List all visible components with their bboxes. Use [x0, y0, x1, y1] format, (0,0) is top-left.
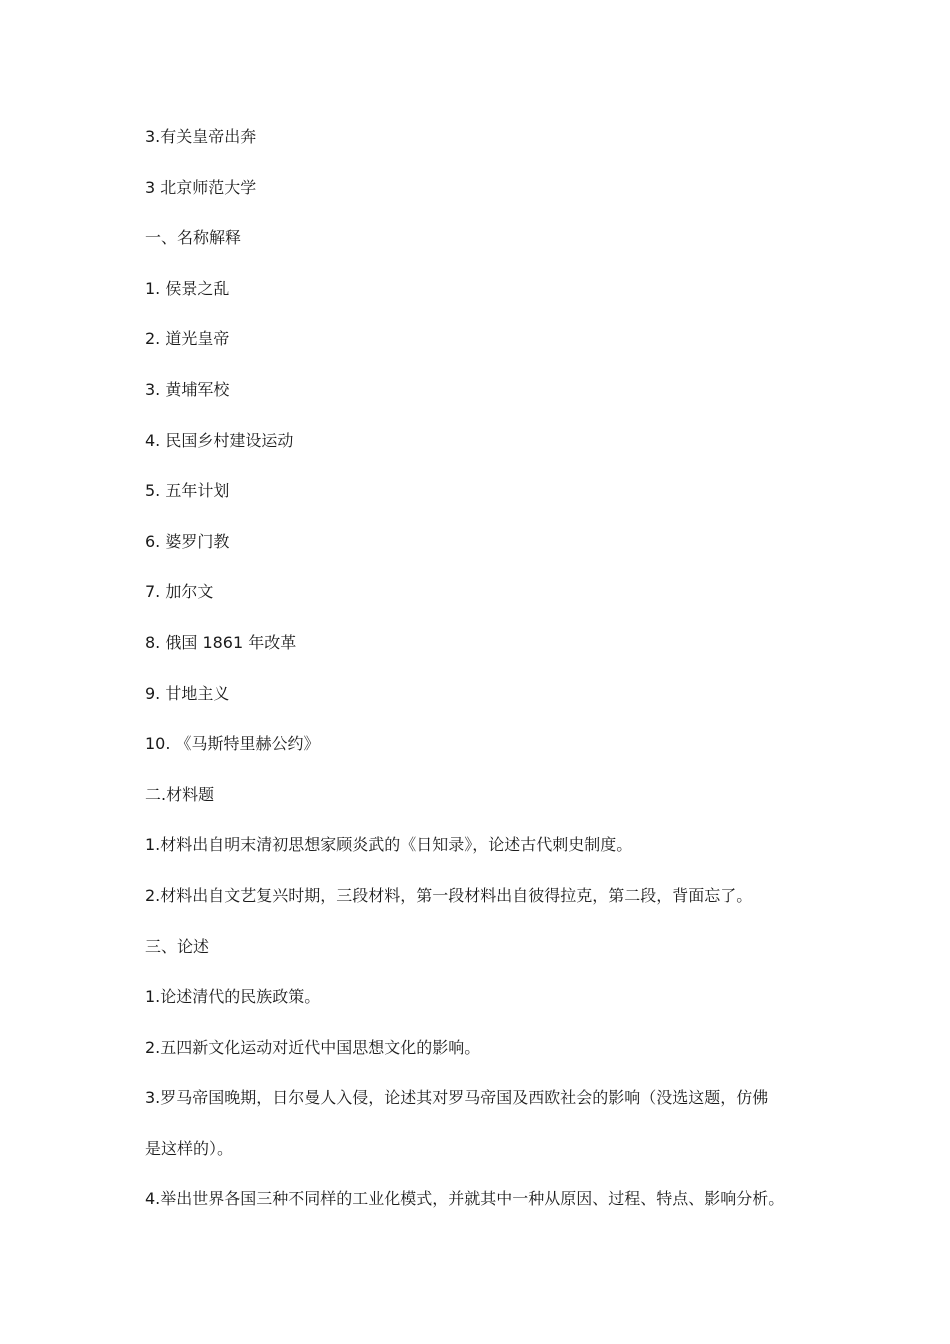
text-line-part-one-heading: 一、名称解释 [145, 228, 242, 248]
text-line-material-1: 1.材料出自明末清初思想家顾炎武的《日知录》，论述古代刺史制度。 [145, 835, 633, 855]
text-line-term-2: 2. 道光皇帝 [145, 329, 230, 349]
text-line-section-heading: 3.有关皇帝出奔 [145, 127, 257, 146]
text-line-term-9: 9. 甘地主义 [145, 683, 230, 703]
document-body [145, 124, 815, 1237]
text-line-term-10: 10. 《马斯特里赫公约》 [145, 734, 320, 754]
text-line-term-5: 5. 五年计划 [145, 481, 230, 501]
text-line-term-1: 1. 侯景之乱 [145, 278, 230, 298]
text-line-part-three-heading: 三、论述 [145, 936, 210, 956]
text-line-essay-3: 3.罗马帝国晚期，日尔曼人入侵，论述其对罗马帝国及西欧社会的影响（没选这题，仿佛 [145, 1088, 769, 1108]
text-line-essay-1: 1.论述清代的民族政策。 [145, 987, 321, 1007]
text-line-university: 3 北京师范大学 [145, 177, 257, 197]
text-line-part-two-heading: 二.材料题 [145, 784, 215, 804]
text-line-essay-3-continued: 是这样的）。 [145, 1138, 234, 1158]
text-line-essay-4: 4.举出世界各国三种不同样的工业化模式，并就其中一种从原因、过程、特点、影响分析。 [145, 1189, 785, 1209]
text-line-term-3: 3. 黄埔军校 [145, 379, 230, 399]
text-line-essay-2: 2.五四新文化运动对近代中国思想文化的影响。 [145, 1037, 481, 1057]
text-line-term-6: 6. 婆罗门教 [145, 531, 230, 551]
text-line-term-8: 8. 俄国 1861 年改革 [145, 632, 297, 652]
text-line-term-4: 4. 民国乡村建设运动 [145, 430, 294, 450]
text-line-material-2: 2.材料出自文艺复兴时期，三段材料，第一段材料出自彼得拉克，第二段，背面忘了。 [145, 885, 753, 905]
text-line-term-7: 7. 加尔文 [145, 582, 214, 602]
